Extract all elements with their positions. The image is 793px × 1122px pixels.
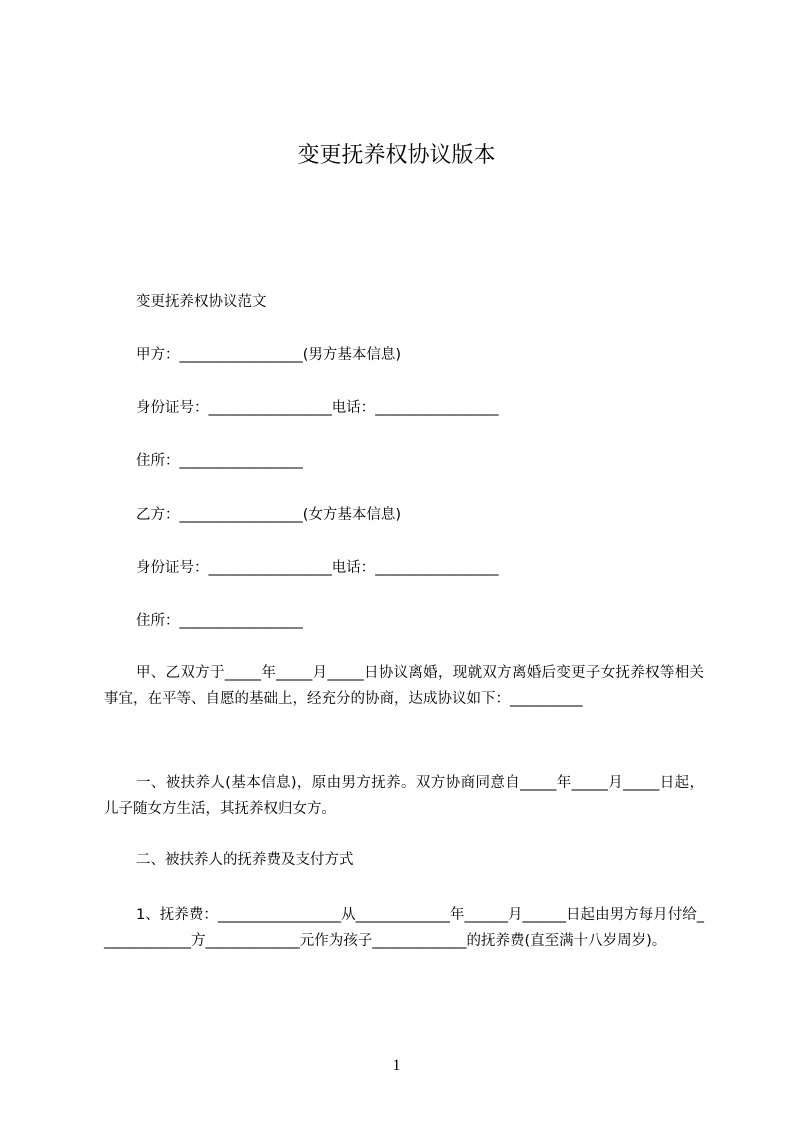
- intro-paragraph: 甲、乙双方于_____年_____月_____日协议离婚，现就双方离婚后变更子女抚养权等相关事宜，在平等、自愿的基础上，经充分的协商，达成协议如下：__________: [104, 665, 704, 707]
- clause-2-heading: 二、被扶养人的抚养费及支付方式: [136, 852, 354, 868]
- party-a-id-phone-line: 身份证号：_________________电话：_________________: [136, 400, 499, 416]
- party-a-address-line: 住所：_________________: [136, 453, 303, 469]
- clause-1-paragraph: 一、被扶养人(基本信息)，原由男方抚养。双方协商同意自_____年_____月_____日起，儿子随女方生活，其抚养权归女方。: [104, 775, 704, 817]
- party-b-id-phone-line: 身份证号：_________________电话：_________________: [136, 560, 499, 576]
- clause-2-1-paragraph: 1、抚养费：_________________从_____________年______月______日起由男方每月付给_____________方_____________元作为孩子_____________的抚养费(直至满十八岁周岁)。: [104, 907, 704, 949]
- document-subtitle: 变更抚养权协议范文: [136, 294, 267, 310]
- document-title: 变更抚养权协议版本: [297, 143, 496, 168]
- page-number: 1: [392, 1057, 401, 1074]
- party-b-address-line: 住所：_________________: [136, 613, 303, 629]
- party-b-line: 乙方：_________________(女方基本信息): [136, 507, 402, 523]
- party-a-line: 甲方：_________________(男方基本信息): [136, 347, 402, 363]
